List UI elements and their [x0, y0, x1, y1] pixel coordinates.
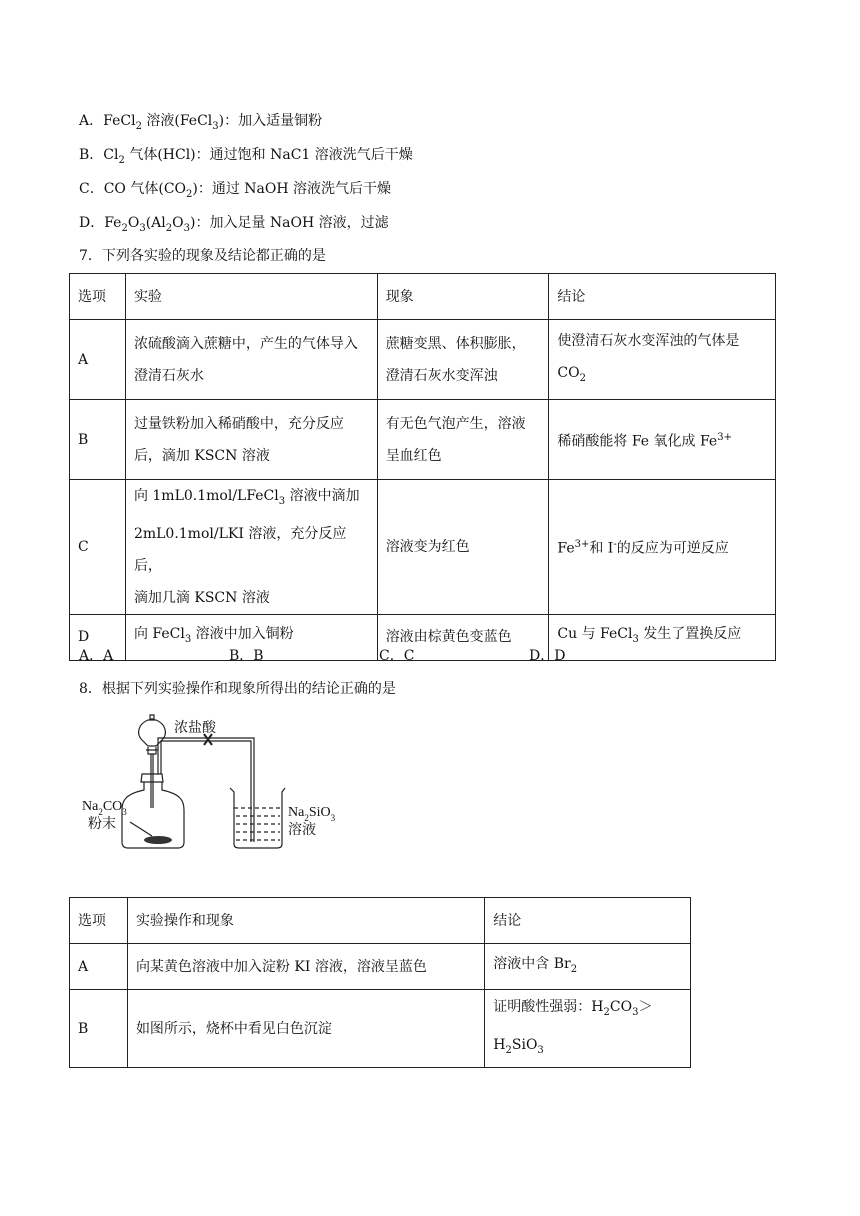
- header-cell: 选项: [70, 898, 128, 944]
- header-cell: 现象: [377, 274, 549, 320]
- operation-cell: 向某黄色溶液中加入淀粉 KI 溶液，溶液呈蓝色: [127, 944, 484, 990]
- conclusion-cell: $Fe^{3+}$和 I-的反应为可逆反应: [549, 480, 776, 615]
- answer-option-c[interactable]: C．C: [379, 648, 415, 664]
- option-cell: A: [70, 320, 126, 400]
- apparatus-figure: [78, 710, 348, 850]
- label-na2sio3: $Na_2SiO_3$: [288, 805, 336, 823]
- label-concentrated-hcl: 浓盐酸: [174, 721, 216, 736]
- q8-table: [69, 897, 691, 1068]
- phenomenon-cell: 蔗糖变黑、体积膨胀， 澄清石灰水变浑浊: [377, 320, 549, 400]
- header-cell: 实验操作和现象: [127, 898, 484, 944]
- header-cell: 实验: [125, 274, 377, 320]
- q7-stem: 7．下列各实验的现象及结论都正确的是: [79, 248, 326, 264]
- table-row: [70, 400, 776, 480]
- table-header-row: [70, 898, 691, 944]
- q6-option-b: B．$Cl_2$ 气体(HCl)：通过饱和 NaC1 溶液洗气后干燥: [79, 147, 413, 166]
- answer-option-a[interactable]: A．A: [79, 648, 114, 664]
- beaker: [230, 788, 285, 848]
- table-header-row: [70, 274, 776, 320]
- q6-option-c: C．CO 气体$(CO_2)$：通过 NaOH 溶液洗气后干燥: [79, 181, 392, 200]
- label-solution: 溶液: [288, 823, 316, 838]
- option-cell: C: [70, 480, 126, 615]
- q7-answer-options: [79, 646, 679, 666]
- option-cell: B: [70, 400, 126, 480]
- conclusion-cell: Cu 与 FeCl$_3$ 发生了置换反应: [549, 614, 776, 660]
- experiment-cell: 向 FeCl$_3$ 溶液中加入铜粉: [125, 614, 377, 660]
- conclusion-cell: 溶液中含 $Br_2$: [485, 944, 691, 990]
- experiment-cell: 浓硫酸滴入蔗糖中，产生的气体导入 澄清石灰水: [125, 320, 377, 400]
- q6-option-d: D．$Fe_2O_3(Al_2O_3)$：加入足量 NaOH 溶液，过滤: [79, 215, 389, 234]
- bottle-stopper: [141, 774, 163, 782]
- experiment-cell: 向 1mL0.1mol/LFeCl$_3$ 溶液中滴加 2mL0.1mol/LKI 溶液，充分反应后， 滴加几滴 KSCN 溶液: [125, 480, 377, 615]
- funnel-stem: [151, 754, 153, 808]
- answer-option-d[interactable]: D．D: [529, 648, 566, 664]
- option-cell: A: [70, 944, 128, 990]
- funnel-stopper: [150, 715, 154, 719]
- label-na2co3: $Na_2CO_3$: [82, 799, 127, 817]
- phenomenon-cell: 溶液变为红色: [377, 480, 549, 615]
- conclusion-cell: 使澄清石灰水变浑浊的气体是 $CO_2$: [549, 320, 776, 400]
- table-row: [70, 944, 691, 990]
- option-cell: B: [70, 990, 128, 1068]
- q7-table: [69, 273, 776, 661]
- operation-cell: 如图所示，烧杯中看见白色沉淀: [127, 990, 484, 1068]
- phenomenon-cell: 溶液由棕黄色变蓝色: [377, 614, 549, 660]
- delivery-tube: [158, 738, 254, 842]
- option-cell: D: [70, 614, 126, 660]
- experiment-cell: 过量铁粉加入稀硝酸中，充分反应 后，滴加 KSCN 溶液: [125, 400, 377, 480]
- table-row: [70, 990, 691, 1068]
- conclusion-cell: 稀硝酸能将 Fe 氧化成 $Fe^{3+}$: [549, 400, 776, 480]
- header-cell: 结论: [549, 274, 776, 320]
- conclusion-cell: 证明酸性强弱：$H_2CO_3>$ $H_2SiO_3$: [485, 990, 691, 1068]
- powder-pile: [144, 836, 172, 844]
- funnel-stopcock: [146, 747, 158, 754]
- answer-option-b[interactable]: B．B: [229, 648, 264, 664]
- table-row: [70, 320, 776, 400]
- phenomenon-cell: 有无色气泡产生，溶液 呈血红色: [377, 400, 549, 480]
- q8-stem: 8．根据下列实验操作和现象所得出的结论正确的是: [79, 681, 396, 697]
- header-cell: 结论: [485, 898, 691, 944]
- label-powder: 粉末: [88, 817, 116, 832]
- q6-option-a: A．FeCl$_2$ 溶液(FeCl$_3$)：加入适量铜粉: [79, 113, 323, 132]
- header-cell: 选项: [70, 274, 126, 320]
- table-row: [70, 480, 776, 615]
